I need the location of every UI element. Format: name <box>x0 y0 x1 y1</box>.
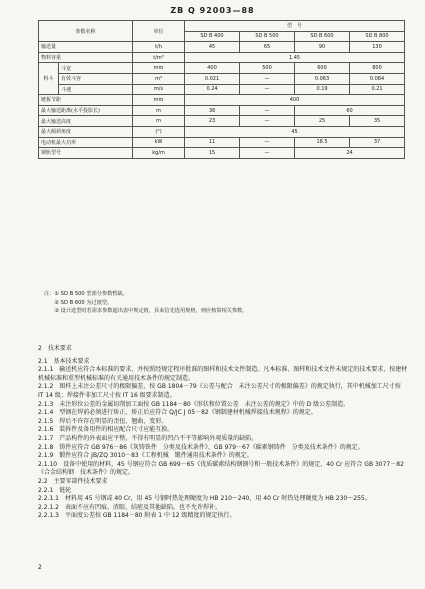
note-line: ③ 设计选型时若需求参数超出表中规定值，县来信先选用规格，则应核算相关参数。 <box>44 308 248 315</box>
paragraph: 2.1.4 型钢在焊前必须进行矫正，矫正后应符合 Q/JC J 05－82《钢制建材机械焊接技术规程》的规定。 <box>38 409 317 417</box>
paragraph: 2.1.3 未注形位公差的金属切削加工面按 GB 1184－80《形状和位置公差 未注公差的规定》中的 D 级公差制造。 <box>38 400 350 408</box>
paragraph: 2.2.1.1 材料用 45 号钢或 40 Cr，用 45 号钢时热处理硬度为 HB 210～240，用 40 Cr 时热处理硬度为 HB 230～255。 <box>38 495 371 503</box>
note-line: ② SD B 600 为过渡型。 <box>44 299 113 306</box>
paragraph: 2.1.6 装拆件及备用件的相应配合尺寸应能互换。 <box>38 426 174 434</box>
spec-table <box>38 20 405 159</box>
paragraph: 2.2 主要零部件技术要求 <box>38 477 108 485</box>
table-row: 斗速 m/s 0.24 — 0.19 0.21 <box>39 84 405 95</box>
table-row: 钢轨型号 kg/m 15 — 24 <box>39 148 405 159</box>
table-notes <box>44 290 247 316</box>
body-text <box>38 345 408 521</box>
model-cell: SD B 600 <box>295 31 350 42</box>
header-params: 参数名称 <box>39 21 133 42</box>
paragraph: 2.1.7 产品构件的外表面应平整，不得有明显的凹凸不平等影响外观质量的缺陷。 <box>38 434 258 442</box>
table-row: 输送量 t/h 45 65 90 130 <box>39 42 405 53</box>
model-cell: SD B 400 <box>185 31 240 42</box>
page-number: 2 <box>38 564 42 571</box>
paragraph: 2.1.10 设备中使用的材料，45 号钢应符合 GB 699－65《优质碳素结构钢钢号和一般技术条件》的规定，40 Cr 应符合 GB 3077－82《合金结构钢 技术条件》的规定。 <box>38 460 404 477</box>
paragraph: 2.1 基本技术要求 <box>38 357 90 365</box>
header-unit: 单位 <box>133 21 185 42</box>
table-row: 物料容重 t/m³ 1.45 <box>39 52 405 63</box>
section-heading: 2 技术要求 <box>38 345 72 352</box>
table-row: 料斗 斗宽 mm 400 500 600 800 <box>39 63 405 74</box>
document-header: ZB Q 92003—88 <box>170 6 255 15</box>
table-row: 有效斗容 m³ 0.021 — 0.063 0.084 <box>39 73 405 84</box>
model-cell: SD B 800 <box>350 31 405 42</box>
table-row: 最大输送高度 m 23 — 25 35 <box>39 116 405 127</box>
paragraph: 2.1.8 铸件应符合 GB 976－86《灰铸铁件 分类及技术条件》、GB 979－67《碳素钢铸件 分类及技术条件》的规定。 <box>38 443 364 451</box>
hopper-label: 料斗 <box>39 63 59 95</box>
paragraph: 2.1.5 焊后不许存在明显的歪扭、翘曲、变形。 <box>38 417 168 425</box>
model-cell: SD B 500 <box>240 31 295 42</box>
paragraph: 2.1.9 锻件应符合 JB/ZQ 3010－83《工程机械 锻件通用技术条件》的规定。 <box>38 452 253 460</box>
table-row: 最大倾斜角度 (°) 45 <box>39 126 405 137</box>
paragraph: 2.1.2 图样上未注公差尺寸的极限偏差，按 GB 1804－79《公差与配合 未注公差尺寸的极限偏差》的规定执行，其中机械加工尺寸按 IT 14 级；焊接件非加工尺寸按 IT 16 级要求制造。 <box>38 383 401 399</box>
table-row: 链板节距 mm 400 <box>39 95 405 106</box>
table-row: 最大输送距离(水平投影长) m 38 — 60 <box>39 105 405 116</box>
paragraph: 2.2.1.3 平面度公差按 GB 1184－80 附表 1 中 12 级精度的规定执行。 <box>38 512 236 520</box>
table-row: 电动机最大功率 kW 11 — 18.5 37 <box>39 137 405 148</box>
header-model: 型 号 <box>185 21 405 32</box>
note-line: 注：① SD B 500 型部分参数暂缺。 <box>44 291 128 297</box>
paragraph: 2.2.1 链轮 <box>38 486 72 494</box>
paragraph: 2.2.1.2 表面不应有凹痕、渣眼、结疤及其他缺陷，也不允许焊补。 <box>38 503 221 511</box>
paragraph: 2.1.1 输送机应符合本标准的要求，并按照经规定程序批准的图样和技术文件制造。凡本标准、图样和技术文件未规定的技术要求，按建材机械标准和重型机械标准的有关通用技术条件的规定制造。 <box>38 366 408 382</box>
